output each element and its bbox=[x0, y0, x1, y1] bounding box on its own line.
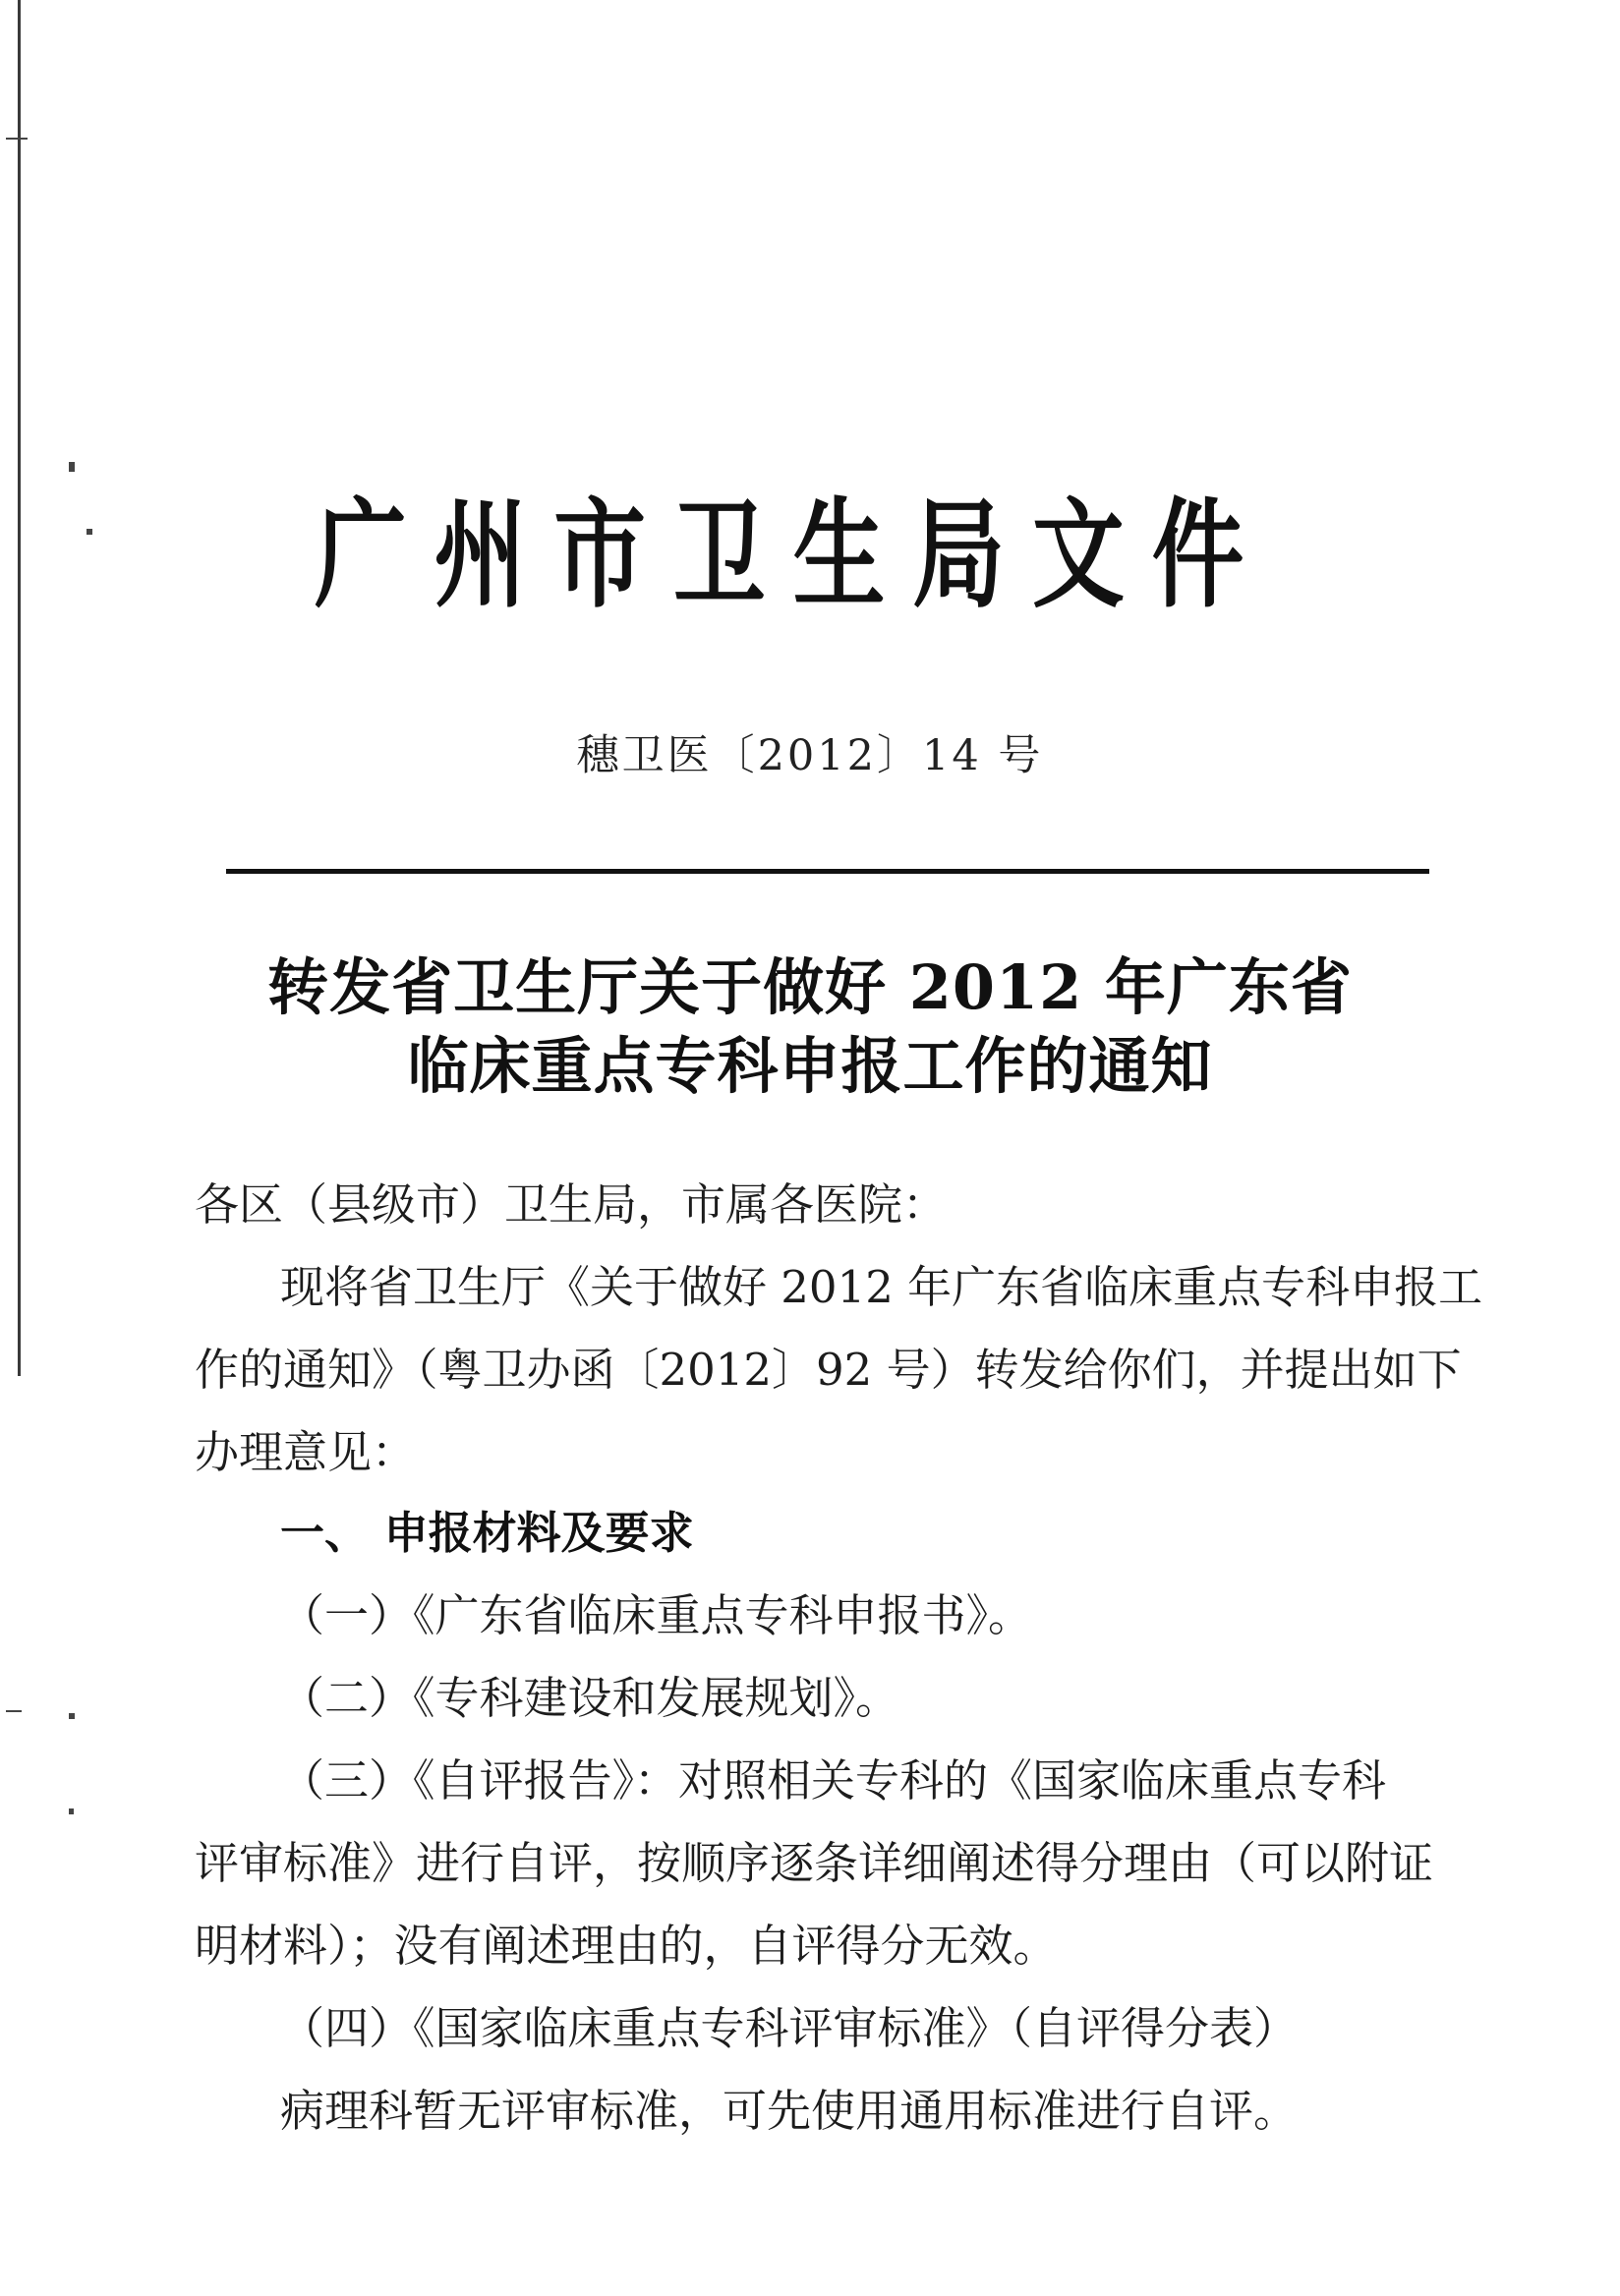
scan-mark bbox=[69, 1713, 75, 1719]
body-line-1: 现将省卫生厅《关于做好 2012 年广东省临床重点专科申报工 bbox=[280, 1261, 1483, 1313]
document-header: 广州市卫生局文件 bbox=[315, 486, 1272, 624]
list-item-3-line-1: （三）《自评报告》：对照相关专科的《国家临床重点专科 bbox=[280, 1754, 1387, 1807]
body-line-3: 办理意见： bbox=[195, 1426, 417, 1478]
document-title-line-2: 临床重点专科申报工作的通知 bbox=[407, 1030, 1213, 1102]
list-item-4: （四）《国家临床重点专科评审标准》（自评得分表） bbox=[280, 2002, 1299, 2054]
scan-mark bbox=[69, 1808, 74, 1814]
scan-mark bbox=[6, 138, 28, 140]
section-heading: 一、 申报材料及要求 bbox=[280, 1507, 694, 1559]
document-title-line-1: 转发省卫生厅关于做好 2012 年广东省 bbox=[267, 951, 1353, 1023]
list-item-1: （一）《广东省临床重点专科申报书》。 bbox=[280, 1589, 1033, 1641]
list-item-2: （二）《专科建设和发展规划》。 bbox=[280, 1672, 900, 1724]
list-item-3-line-3: 明材料）；没有阐述理由的，自评得分无效。 bbox=[195, 1920, 1058, 1972]
list-item-3-line-2: 评审标准》进行自评，按顺序逐条详细阐述得分理由（可以附证 bbox=[195, 1837, 1434, 1889]
body-line-2: 作的通知》（粤卫办函〔2012〕92 号）转发给你们，并提出如下 bbox=[195, 1344, 1462, 1396]
scan-margin-line bbox=[18, 0, 21, 1376]
salutation: 各区（县级市）卫生局，市属各医院： bbox=[195, 1178, 948, 1231]
document-number: 穗卫医〔2012〕14 号 bbox=[576, 731, 1044, 780]
header-rule bbox=[226, 869, 1429, 874]
scan-mark bbox=[69, 462, 75, 472]
note-line: 病理科暂无评审标准，可先使用通用标准进行自评。 bbox=[280, 2085, 1299, 2137]
scan-mark bbox=[6, 1710, 22, 1712]
scan-mark bbox=[87, 529, 92, 535]
